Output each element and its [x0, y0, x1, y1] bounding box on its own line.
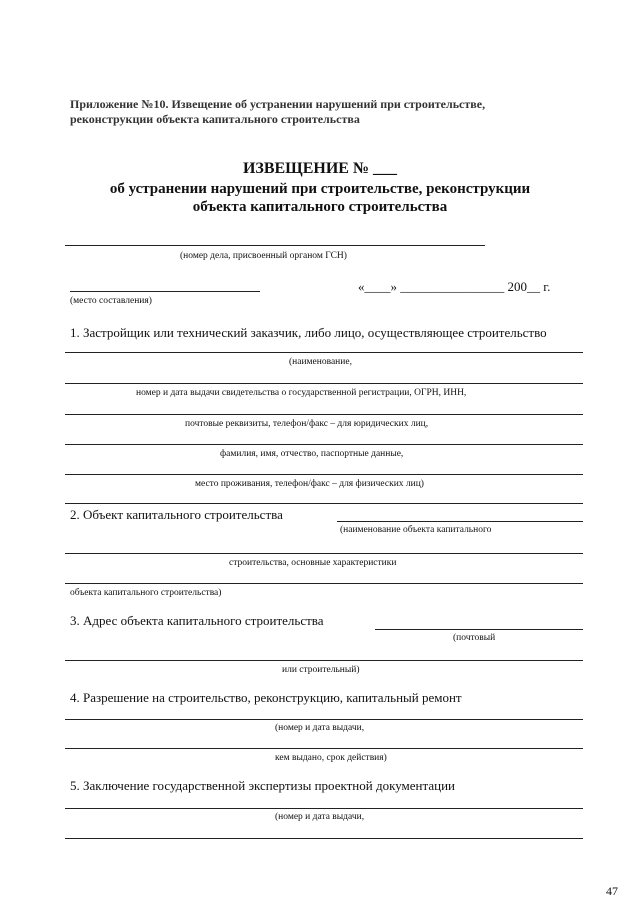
section1-caption-1: (наименование,: [289, 357, 352, 367]
section1-line-1: [65, 352, 583, 353]
section1-caption-4: фамилия, имя, отчество, паспортные данные,: [220, 449, 404, 459]
section2-heading: 2. Объект капитального строительства: [70, 507, 283, 522]
section4-line-2: [65, 748, 583, 749]
section2-line-3: [65, 583, 583, 584]
section5-heading: 5. Заключение государственной экспертизы проектной документации: [70, 778, 455, 793]
place-caption: (место составления): [70, 296, 152, 306]
document-title: ИЗВЕЩЕНИЕ № ___: [242, 160, 398, 177]
place-line: [70, 291, 260, 292]
section1-line-5: [65, 474, 583, 475]
section4-caption-1: (номер и дата выдачи,: [275, 723, 365, 733]
case-number-line: [65, 245, 485, 246]
section1-caption-5: место проживания, телефон/факс – для физических лиц): [195, 479, 424, 489]
section2-caption-3: объекта капитального строительства): [70, 588, 222, 598]
section4-caption-2: кем выдано, срок действия): [275, 753, 387, 763]
section2-line-2: [65, 553, 583, 554]
section5-caption-1: (номер и дата выдачи,: [275, 812, 365, 822]
section1-caption-2: номер и дата выдачи свидетельства о государственной регистрации, ОГРН, ИНН,: [136, 388, 467, 398]
section2-caption-2: строительства, основные характеристики: [229, 558, 397, 568]
section5-line-1: [65, 808, 583, 809]
section1-line-3: [65, 414, 583, 415]
case-number-caption: (номер дела, присвоенный органом ГСН): [180, 251, 347, 261]
section3-caption-1: (почтовый: [453, 633, 496, 643]
date-field: «____» ________________ 200__ г.: [358, 279, 551, 294]
section2-caption-1: (наименование объекта капитального: [340, 525, 492, 535]
section1-line-4: [65, 444, 583, 445]
section1-caption-3: почтовые реквизиты, телефон/факс – для юридических лиц,: [185, 419, 429, 429]
section2-top-line: [65, 503, 583, 504]
section3-heading: 3. Адрес объекта капитального строительства: [70, 613, 324, 628]
section4-heading: 4. Разрешение на строительство, реконструкцию, капитальный ремонт: [70, 690, 462, 705]
appendix-header: Приложение №10. Извещение об устранении нарушений при строительстве, реконструкции объекта капитального строительства: [70, 97, 486, 126]
section1-line-2: [65, 383, 583, 384]
section3-line-2: [65, 660, 583, 661]
section2-line-1: [337, 521, 583, 522]
section3-line-1: [375, 629, 583, 630]
page-number: 47: [606, 884, 618, 898]
section5-line-2: [65, 838, 583, 839]
document-subtitle-line1: об устранении нарушений при строительстве, реконструкции: [109, 181, 531, 197]
section4-line-1: [65, 719, 583, 720]
section3-caption-2: или строительный): [282, 665, 360, 675]
document-subtitle-line2: объекта капитального строительства: [192, 199, 448, 215]
section1-heading: 1. Застройщик или технический заказчик, либо лицо, осуществляющее строительство: [70, 325, 547, 340]
